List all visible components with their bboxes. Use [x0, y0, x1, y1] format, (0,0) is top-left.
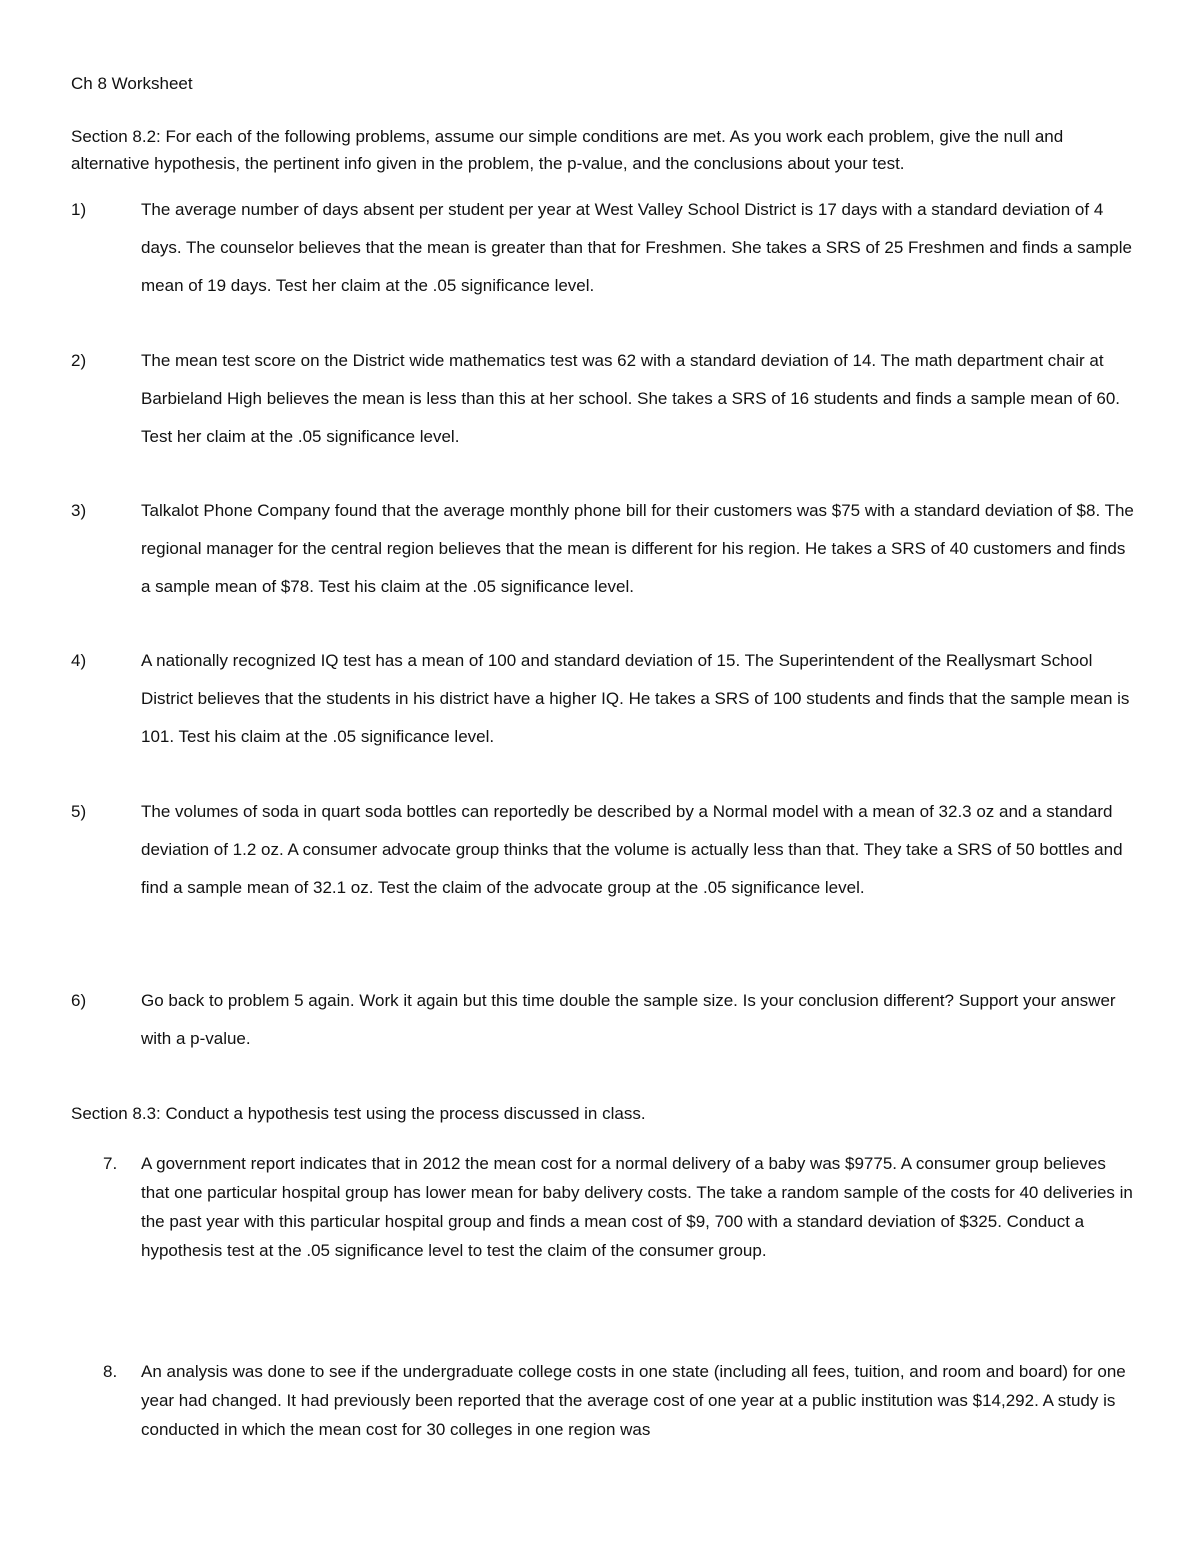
problem-text: An analysis was done to see if the undergraduate college costs in one state (including all fees, tuition, and room and board) for one year had changed. It had previously been reported that the average cost of one year at a public institution was $14,292. A study is conducted in which the mean cost for 30 colleges in one region was: [141, 1362, 1126, 1439]
section-8-3-heading: Section 8.3: Conduct a hypothesis test using the process discussed in class.: [71, 1104, 646, 1123]
problem-text: The volumes of soda in quart soda bottles can reportedly be described by a Normal model with a mean of 32.3 oz and a standard deviation of 1.2 oz. A consumer advocate group thinks that the volume is actually less than that. They take a SRS of 50 bottles and find a sample mean of 32.1 oz. Test the claim of the advocate group at the .05 significance level.: [141, 802, 1123, 897]
problem-number: 2): [71, 351, 87, 370]
problem-text: A nationally recognized IQ test has a mean of 100 and standard deviation of 15. The Superintendent of the Reallysmart School District believes that the students in his district have a higher IQ. He takes a SRS of 100 students and finds that the sample mean is 101. Test his claim at the .05 significance level.: [141, 651, 1130, 746]
problem-text: The mean test score on the District wide mathematics test was 62 with a standard deviation of 14. The math department chair at Barbieland High believes the mean is less than this at her school. She takes a SRS of 16 students and finds a sample mean of 60. Test her claim at the .05 significance level.: [141, 351, 1121, 446]
problem-number: 6): [71, 991, 87, 1010]
problem-number: 3): [71, 501, 87, 520]
problem-text: Talkalot Phone Company found that the average monthly phone bill for their customers was $75 with a standard deviation of $8. The regional manager for the central region believes that the mean is different for his region. He takes a SRS of 40 customers and finds a sample mean of $78. Test his claim at the .05 significance level.: [141, 501, 1134, 596]
problem-text: The average number of days absent per student per year at West Valley School District is 17 days with a standard deviation of 4 days. The counselor believes that the mean is greater than that for Freshmen. She takes a SRS of 25 Freshmen and finds a sample mean of 19 days. Test her claim at the .05 significance level.: [141, 200, 1132, 295]
problem-text: A government report indicates that in 2012 the mean cost for a normal delivery of a baby was $9775. A consumer group believes that one particular hospital group has lower mean for baby delivery costs. The take a random sample of the costs for 40 deliveries in the past year with this particular hospital group and finds a mean cost of $9, 700 with a standard deviation of $325. Conduct a hypothesis test at the .05 significance level to test the claim of the consumer group.: [141, 1154, 1133, 1260]
section-8-2-intro: Section 8.2: For each of the following problems, assume our simple conditions are met. As you work each problem, give the null and alternative hypothesis, the pertinent info given in the problem, the p-value, and the conclusions about your test.: [71, 127, 1064, 173]
problem-number: 7.: [103, 1154, 118, 1173]
problem-number: 1): [71, 200, 87, 219]
problem-text: Go back to problem 5 again. Work it again but this time double the sample size. Is your conclusion different? Support your answer with a p-value.: [141, 991, 1116, 1048]
problem-number: 8.: [103, 1362, 118, 1381]
problem-number: 4): [71, 651, 87, 670]
problem-number: 5): [71, 802, 87, 821]
worksheet-title: Ch 8 Worksheet: [71, 74, 193, 93]
